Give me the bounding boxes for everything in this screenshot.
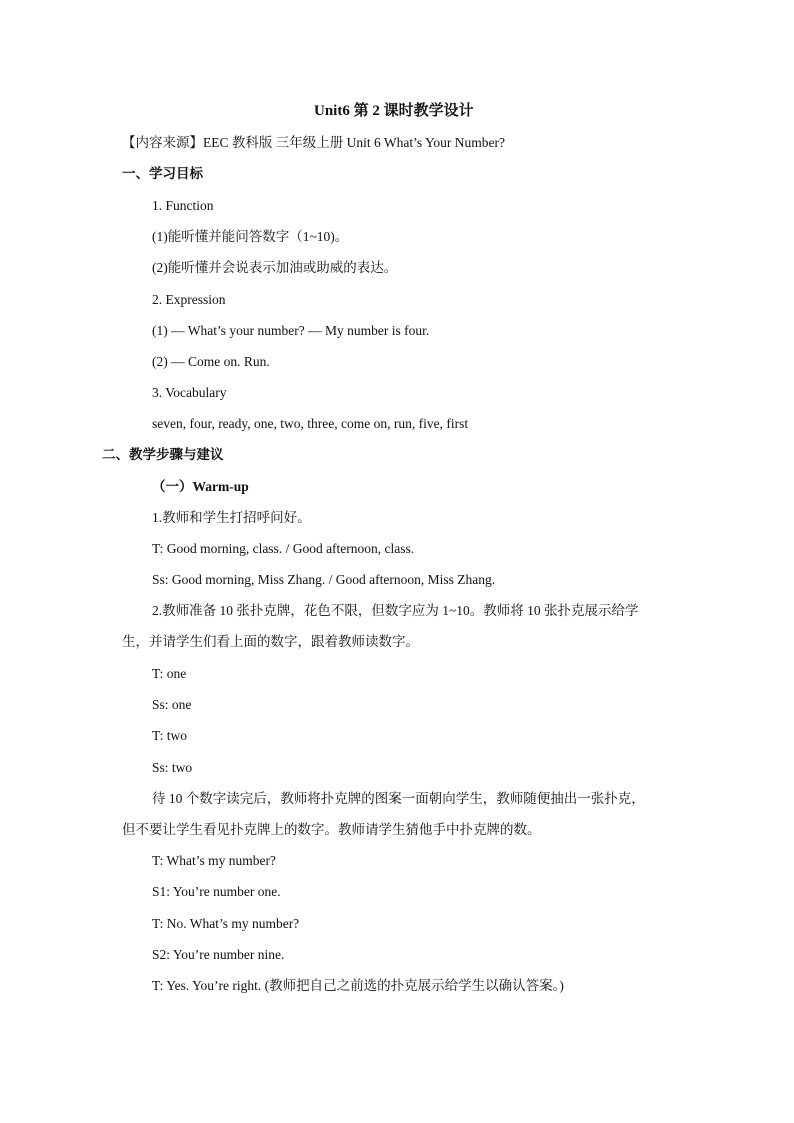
step-line: 待 10 个数字读完后，教师将扑克牌的图案一面朝向学生，教师随便抽出一张扑克， xyxy=(152,791,645,806)
objective-expression: 2. Expression xyxy=(152,292,226,307)
objective-function: 1. Function xyxy=(152,198,214,213)
objective-expression-2: (2) — Come on. Run. xyxy=(152,354,270,369)
step-line: 1.教师和学生打招呼问好。 xyxy=(152,510,311,525)
objective-expression-1: (1) — What’s your number? — My number is four. xyxy=(152,323,430,338)
document-title: Unit6 第 2 课时教学设计 xyxy=(314,103,474,119)
step-line: T: one xyxy=(152,666,187,681)
step-line: T: What’s my number? xyxy=(152,853,276,868)
section-heading-steps: 二、教学步骤与建议 xyxy=(102,447,224,462)
step-line: Ss: Good morning, Miss Zhang. / Good afternoon, Miss Zhang. xyxy=(152,572,496,587)
step-line: 2.教师准备 10 张扑克牌，花色不限，但数字应为 1~10。教师将 10 张扑克展示给学 xyxy=(152,603,639,618)
objective-function-1: (1)能听懂并能问答数字（1~10)。 xyxy=(152,229,349,244)
step-line: T: No. What’s my number? xyxy=(152,916,300,931)
step-line: T: two xyxy=(152,728,187,743)
step-line: Ss: two xyxy=(152,760,193,775)
section-heading-objectives: 一、学习目标 xyxy=(122,166,203,181)
step-line: Ss: one xyxy=(152,697,192,712)
step-line: 但不要让学生看见扑克牌上的数字。教师请学生猜他手中扑克牌的数。 xyxy=(122,822,541,837)
step-line: 生，并请学生们看上面的数字，跟着教师读数字。 xyxy=(122,634,419,649)
step-line: S1: You’re number one. xyxy=(152,884,281,899)
objective-function-2: (2)能听懂并会说表示加油或助威的表达。 xyxy=(152,260,398,275)
step-line: T: Good morning, class. / Good afternoon, class. xyxy=(152,541,415,556)
step-line: T: Yes. You’re right. (教师把自己之前选的扑克展示给学生以确认答案。) xyxy=(152,978,564,993)
vocabulary-list: seven, four, ready, one, two, three, come on, run, five, first xyxy=(152,416,469,431)
content-source: 【内容来源】EEC 教科版 三年级上册 Unit 6 What’s Your Number? xyxy=(122,135,505,150)
objective-vocabulary: 3. Vocabulary xyxy=(152,385,227,400)
subheading-warm-up: （一）Warm-up xyxy=(152,479,249,494)
step-line: S2: You’re number nine. xyxy=(152,947,285,962)
